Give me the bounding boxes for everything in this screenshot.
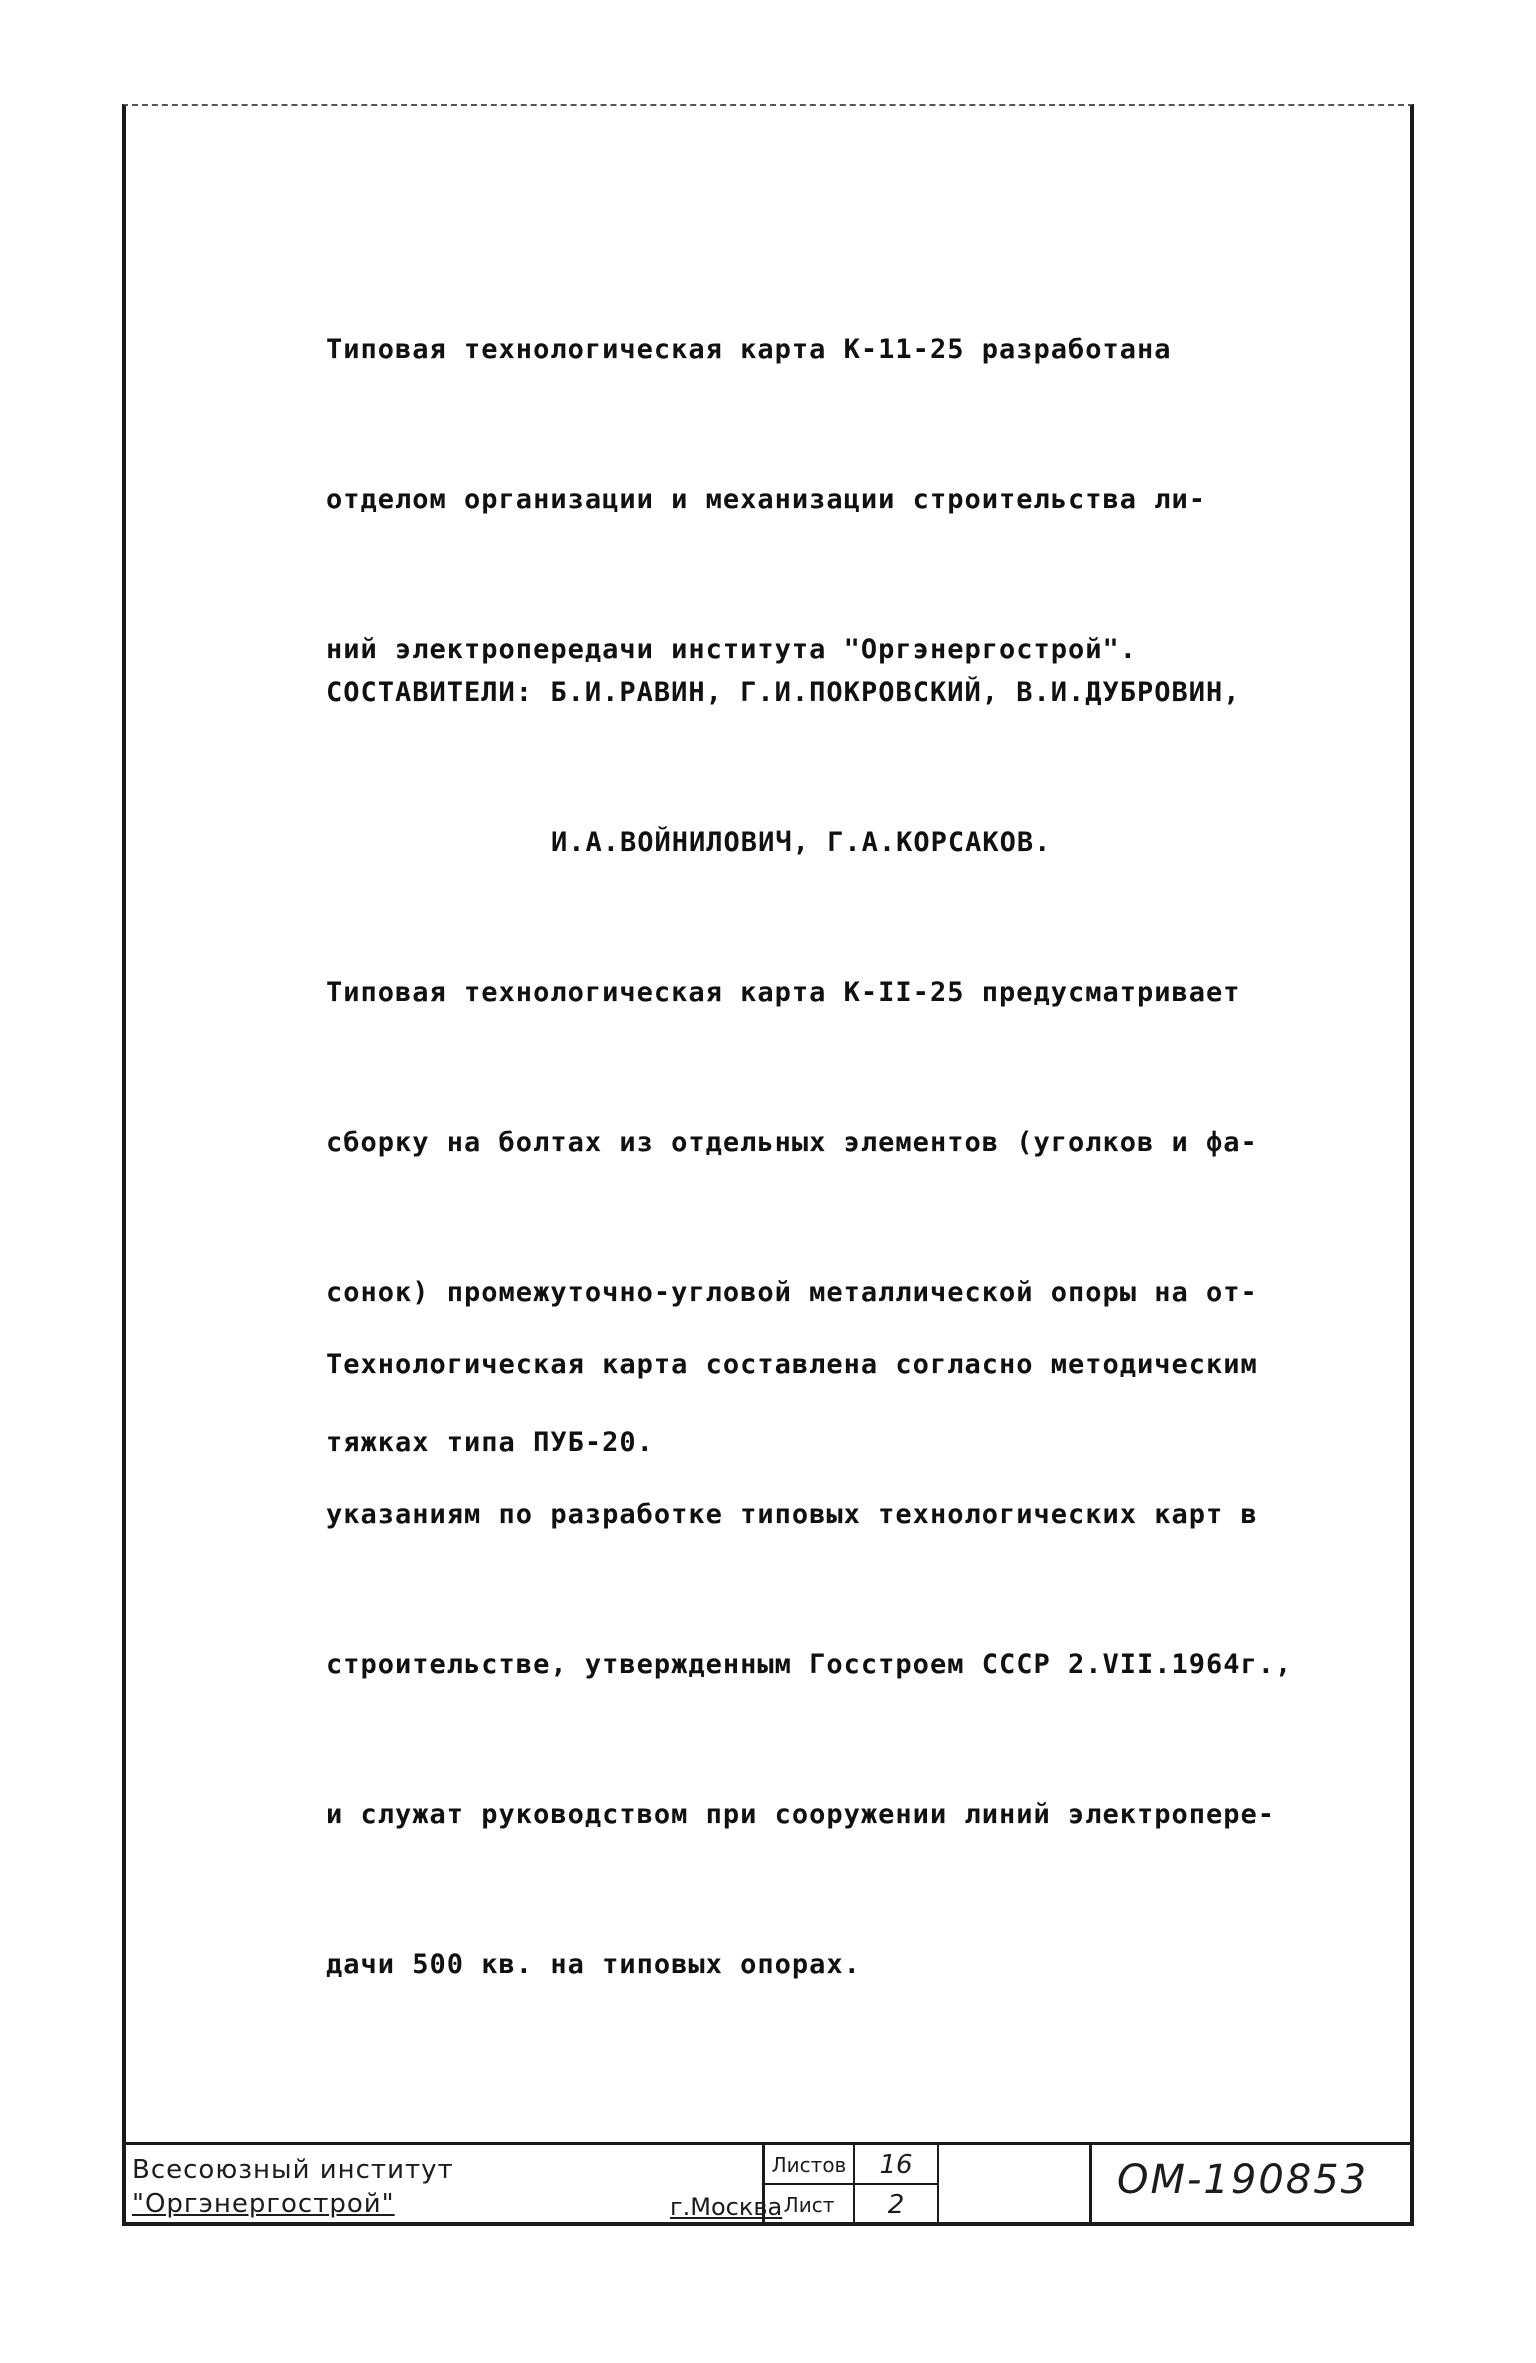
sheet-number-label: Лист [765,2185,855,2225]
authors-block [326,568,1346,918]
text-line: и служат руководством при сооружении линий электропере- [326,1799,1276,1830]
authors-line-1 [326,668,1346,718]
text-line: строительстве, утвержденным Госстроем СССР 2.VII.1964г., [326,1649,1293,1680]
title-block [122,2142,1414,2226]
text-line: тяжках типа ПУБ-20. [326,1427,654,1458]
authors-names-2: И.А.ВОЙНИЛОВИЧ, Г.А.КОРСАКОВ. [551,827,1052,858]
text-line: Технологическая карта составлена согласно методическим [326,1349,1258,1380]
sheets-count-label: Листов [765,2145,855,2185]
city-label: г.Москва [670,2193,783,2221]
text-line: сонок) промежуточно-угловой металлической опоры на от- [326,1277,1258,1308]
basis-paragraph [326,1240,1346,2040]
text-line: сборку на болтах из отдельных элементов (уголков и фа- [326,1127,1258,1158]
document-code: ОМ-190853 [1117,2157,1369,2203]
text-line: Типовая технологическая карта К-11-25 разработана [326,334,1172,365]
sheet-info-cells [762,2145,1092,2226]
text-line: дачи 500 кв. на типовых опорах. [326,1949,861,1980]
organization-name: Всесоюзный институт [132,2155,454,2185]
text-line: ний электропередачи института "Оргэнергострой". [326,634,1138,665]
text-line: указаниям по разработке типовых технологических карт в [326,1499,1258,1530]
sheet-number-value: 2 [855,2185,939,2225]
text-line: Типовая технологическая карта К-II-25 предусматривает [326,977,1241,1008]
organization-short-name: "Оргэнергострой" [132,2189,395,2219]
authors-names-1: Б.И.РАВИН, Г.И.ПОКРОВСКИЙ, В.И.ДУБРОВИН, [550,677,1241,708]
text-line: отделом организации и механизации строительства ли- [326,484,1207,515]
sheets-count-value: 16 [855,2145,939,2185]
authors-label: СОСТАВИТЕЛИ: [326,677,534,708]
